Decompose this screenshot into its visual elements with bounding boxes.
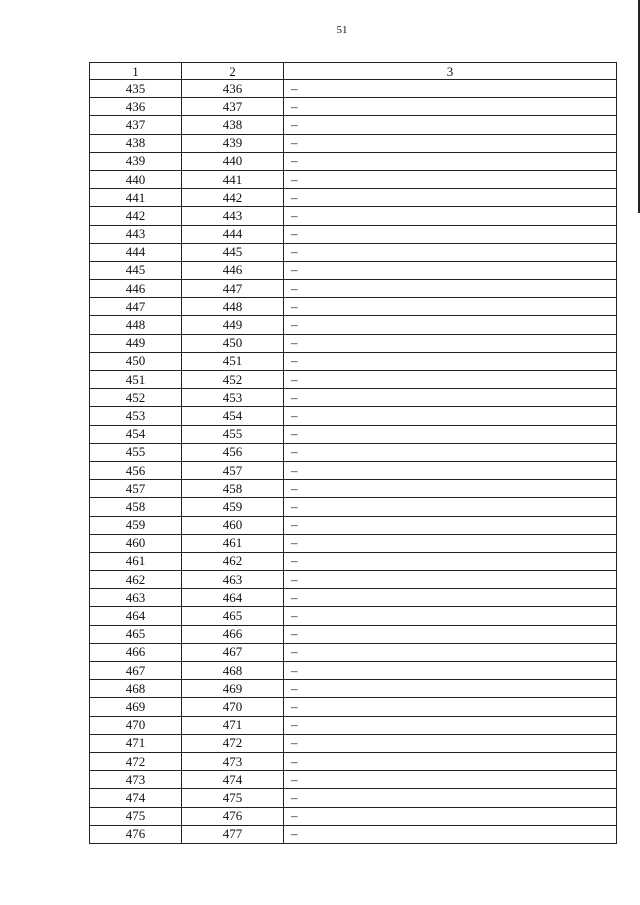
cell-from: 456 <box>90 461 182 479</box>
table-row <box>90 134 617 152</box>
table-row <box>90 552 617 570</box>
table-row <box>90 461 617 479</box>
cell-from: 450 <box>90 352 182 370</box>
cell-from: 435 <box>90 80 182 98</box>
table-row <box>90 752 617 770</box>
cell-note: – <box>284 680 617 698</box>
cell-note: – <box>284 498 617 516</box>
cell-to: 475 <box>182 789 284 807</box>
table-row <box>90 571 617 589</box>
cell-to: 469 <box>182 680 284 698</box>
table-row <box>90 316 617 334</box>
cell-to: 448 <box>182 298 284 316</box>
cell-note: – <box>284 589 617 607</box>
cell-from: 457 <box>90 480 182 498</box>
cell-from: 470 <box>90 716 182 734</box>
cell-note: – <box>284 407 617 425</box>
cell-to: 458 <box>182 480 284 498</box>
table-row <box>90 261 617 279</box>
cell-from: 463 <box>90 589 182 607</box>
cell-note: – <box>284 280 617 298</box>
cell-to: 450 <box>182 334 284 352</box>
cell-from: 468 <box>90 680 182 698</box>
cell-to: 459 <box>182 498 284 516</box>
cell-to: 473 <box>182 752 284 770</box>
cell-to: 462 <box>182 552 284 570</box>
cell-to: 456 <box>182 443 284 461</box>
table-row <box>90 680 617 698</box>
cell-from: 448 <box>90 316 182 334</box>
table-row <box>90 225 617 243</box>
cell-note: – <box>284 152 617 170</box>
cell-from: 462 <box>90 571 182 589</box>
cell-to: 463 <box>182 571 284 589</box>
cell-to: 472 <box>182 734 284 752</box>
table-row <box>90 280 617 298</box>
cell-note: – <box>284 225 617 243</box>
table-header-row <box>90 63 617 80</box>
cell-note: – <box>284 334 617 352</box>
cell-from: 454 <box>90 425 182 443</box>
cell-to: 441 <box>182 170 284 188</box>
table-row <box>90 152 617 170</box>
table-row <box>90 698 617 716</box>
table-row <box>90 334 617 352</box>
cell-note: – <box>284 516 617 534</box>
table-row <box>90 98 617 116</box>
cell-note: – <box>284 752 617 770</box>
cell-to: 455 <box>182 425 284 443</box>
cell-from: 445 <box>90 261 182 279</box>
cell-note: – <box>284 625 617 643</box>
table-row <box>90 498 617 516</box>
cell-note: – <box>284 134 617 152</box>
cell-note: – <box>284 352 617 370</box>
table-row <box>90 534 617 552</box>
cell-from: 449 <box>90 334 182 352</box>
cell-from: 474 <box>90 789 182 807</box>
cell-note: – <box>284 716 617 734</box>
cell-from: 444 <box>90 243 182 261</box>
column-header-1: 1 <box>90 63 182 80</box>
cell-note: – <box>284 261 617 279</box>
cell-note: – <box>284 425 617 443</box>
cell-from: 440 <box>90 170 182 188</box>
table-row <box>90 771 617 789</box>
cell-to: 466 <box>182 625 284 643</box>
cell-to: 460 <box>182 516 284 534</box>
cell-note: – <box>284 534 617 552</box>
cell-to: 443 <box>182 207 284 225</box>
cell-to: 454 <box>182 407 284 425</box>
table-row <box>90 170 617 188</box>
cell-note: – <box>284 662 617 680</box>
table-row <box>90 480 617 498</box>
cell-to: 452 <box>182 371 284 389</box>
cell-note: – <box>284 189 617 207</box>
cell-from: 455 <box>90 443 182 461</box>
cell-note: – <box>284 789 617 807</box>
cell-from: 471 <box>90 734 182 752</box>
cell-to: 437 <box>182 98 284 116</box>
cell-from: 476 <box>90 825 182 843</box>
cell-note: – <box>284 552 617 570</box>
table-row <box>90 407 617 425</box>
cell-from: 439 <box>90 152 182 170</box>
cell-note: – <box>284 371 617 389</box>
cell-from: 436 <box>90 98 182 116</box>
table-row <box>90 443 617 461</box>
cell-to: 468 <box>182 662 284 680</box>
table-row <box>90 825 617 843</box>
cell-note: – <box>284 316 617 334</box>
cell-to: 467 <box>182 643 284 661</box>
page-number: 51 <box>336 24 348 36</box>
cell-note: – <box>284 698 617 716</box>
cell-to: 439 <box>182 134 284 152</box>
cell-to: 442 <box>182 189 284 207</box>
table-body <box>90 80 617 844</box>
table-row <box>90 643 617 661</box>
cell-note: – <box>284 571 617 589</box>
table-row <box>90 80 617 98</box>
cell-from: 475 <box>90 807 182 825</box>
cell-note: – <box>284 170 617 188</box>
data-table <box>89 62 617 844</box>
cell-from: 464 <box>90 607 182 625</box>
cell-to: 445 <box>182 243 284 261</box>
cell-to: 474 <box>182 771 284 789</box>
cell-note: – <box>284 207 617 225</box>
cell-from: 447 <box>90 298 182 316</box>
cell-to: 476 <box>182 807 284 825</box>
cell-to: 438 <box>182 116 284 134</box>
table-row <box>90 807 617 825</box>
table-row <box>90 116 617 134</box>
cell-from: 472 <box>90 752 182 770</box>
cell-note: – <box>284 243 617 261</box>
cell-note: – <box>284 771 617 789</box>
cell-from: 453 <box>90 407 182 425</box>
cell-to: 470 <box>182 698 284 716</box>
table-row <box>90 189 617 207</box>
cell-note: – <box>284 607 617 625</box>
table-row <box>90 298 617 316</box>
cell-to: 436 <box>182 80 284 98</box>
cell-from: 460 <box>90 534 182 552</box>
cell-to: 446 <box>182 261 284 279</box>
cell-note: – <box>284 443 617 461</box>
table-row <box>90 243 617 261</box>
cell-to: 444 <box>182 225 284 243</box>
cell-from: 458 <box>90 498 182 516</box>
table-row <box>90 352 617 370</box>
table-row <box>90 371 617 389</box>
table-row <box>90 625 617 643</box>
cell-note: – <box>284 298 617 316</box>
cell-note: – <box>284 643 617 661</box>
cell-from: 446 <box>90 280 182 298</box>
column-header-3: 3 <box>284 63 617 80</box>
table-row <box>90 789 617 807</box>
cell-note: – <box>284 98 617 116</box>
cell-from: 452 <box>90 389 182 407</box>
cell-note: – <box>284 480 617 498</box>
cell-from: 466 <box>90 643 182 661</box>
cell-to: 477 <box>182 825 284 843</box>
table-row <box>90 389 617 407</box>
cell-from: 467 <box>90 662 182 680</box>
cell-note: – <box>284 116 617 134</box>
cell-from: 465 <box>90 625 182 643</box>
table-row <box>90 662 617 680</box>
table-row <box>90 207 617 225</box>
cell-from: 461 <box>90 552 182 570</box>
cell-note: – <box>284 389 617 407</box>
column-header-2: 2 <box>182 63 284 80</box>
cell-note: – <box>284 807 617 825</box>
cell-note: – <box>284 80 617 98</box>
table-row <box>90 589 617 607</box>
table-row <box>90 607 617 625</box>
cell-from: 437 <box>90 116 182 134</box>
cell-to: 453 <box>182 389 284 407</box>
cell-to: 457 <box>182 461 284 479</box>
cell-from: 442 <box>90 207 182 225</box>
cell-to: 461 <box>182 534 284 552</box>
cell-to: 451 <box>182 352 284 370</box>
table-row <box>90 425 617 443</box>
table-row <box>90 516 617 534</box>
cell-to: 465 <box>182 607 284 625</box>
cell-from: 438 <box>90 134 182 152</box>
cell-from: 469 <box>90 698 182 716</box>
table-row <box>90 716 617 734</box>
cell-from: 473 <box>90 771 182 789</box>
cell-to: 464 <box>182 589 284 607</box>
cell-to: 440 <box>182 152 284 170</box>
cell-from: 451 <box>90 371 182 389</box>
table-row <box>90 734 617 752</box>
cell-note: – <box>284 734 617 752</box>
cell-from: 459 <box>90 516 182 534</box>
cell-note: – <box>284 825 617 843</box>
cell-note: – <box>284 461 617 479</box>
cell-from: 443 <box>90 225 182 243</box>
cell-to: 471 <box>182 716 284 734</box>
cell-from: 441 <box>90 189 182 207</box>
cell-to: 449 <box>182 316 284 334</box>
cell-to: 447 <box>182 280 284 298</box>
